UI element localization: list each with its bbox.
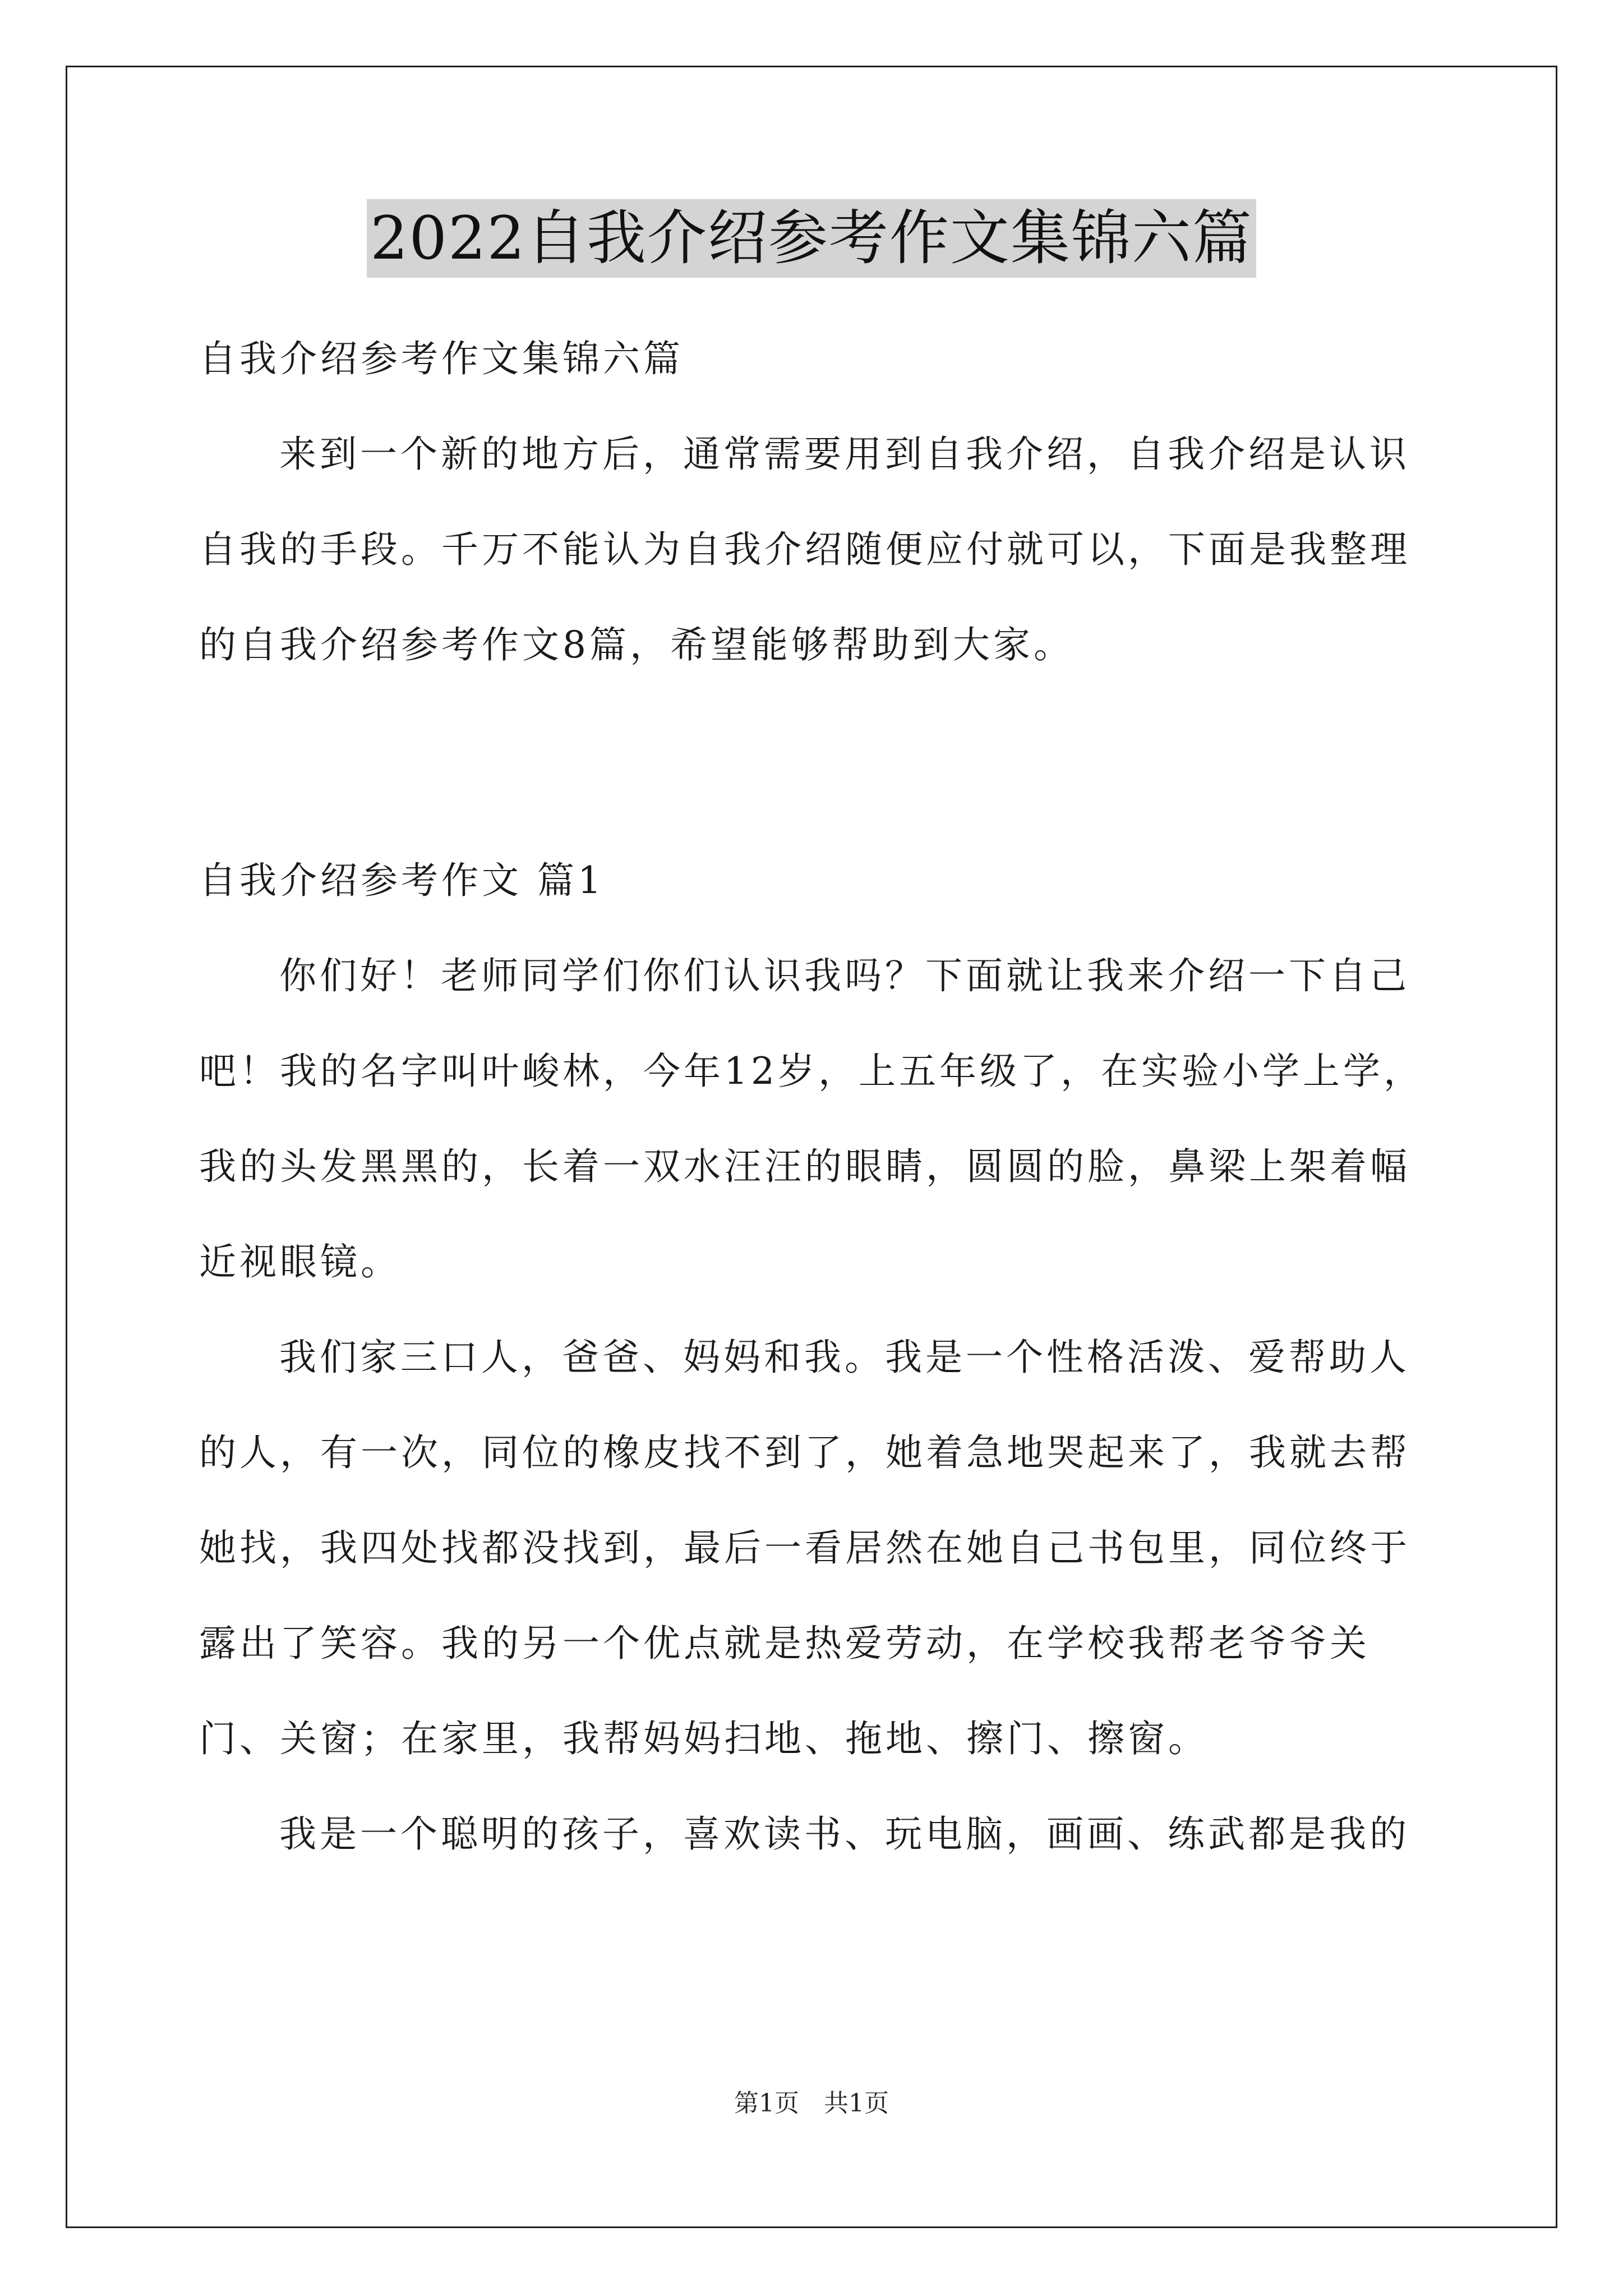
- paragraph-3: 我是一个聪明的孩子，喜欢读书、玩电脑，画画、练武都是我的: [279, 1812, 1410, 1856]
- section-heading: 自我介绍参考作文 篇1: [199, 859, 605, 902]
- paragraph-1: 你们好！老师同学们你们认识我吗？下面就让我来介绍一下自己吧！我的名字叫叶峻林，今年12岁，上五年级了，在实验小学上学，我的头发黑黑的，长着一双水汪汪的眼睛，圆圆的脸，鼻梁上架着幅近视眼镜。: [199, 954, 1424, 1283]
- document-body: [199, 311, 1433, 1882]
- section-gap: [199, 693, 1433, 833]
- title-wrapper: [0, 199, 1623, 278]
- document-subtitle: 自我介绍参考作文集锦六篇: [199, 337, 684, 380]
- paragraph-2: 我们家三口人，爸爸、妈妈和我。我是一个性格活泼、爱帮助人的人，有一次，同位的橡皮找不到了，她着急地哭起来了，我就去帮她找，我四处找都没找到，最后一看居然在她自己书包里，同位终于露出了笑容。我的另一个优点就是热爱劳动，在学校我帮老爷爷关门、关窗；在家里，我帮妈妈扫地、拖地、擦门、擦窗。: [199, 1336, 1410, 1760]
- intro-paragraph: 来到一个新的地方后，通常需要用到自我介绍，自我介绍是认识自我的手段。千万不能认为自我介绍随便应付就可以，下面是我整理的自我介绍参考作文8篇，希望能够帮助到大家。: [199, 432, 1410, 666]
- document-title: 2022自我介绍参考作文集锦六篇: [367, 199, 1256, 278]
- page-footer: 第1页 共1页: [734, 2089, 889, 2118]
